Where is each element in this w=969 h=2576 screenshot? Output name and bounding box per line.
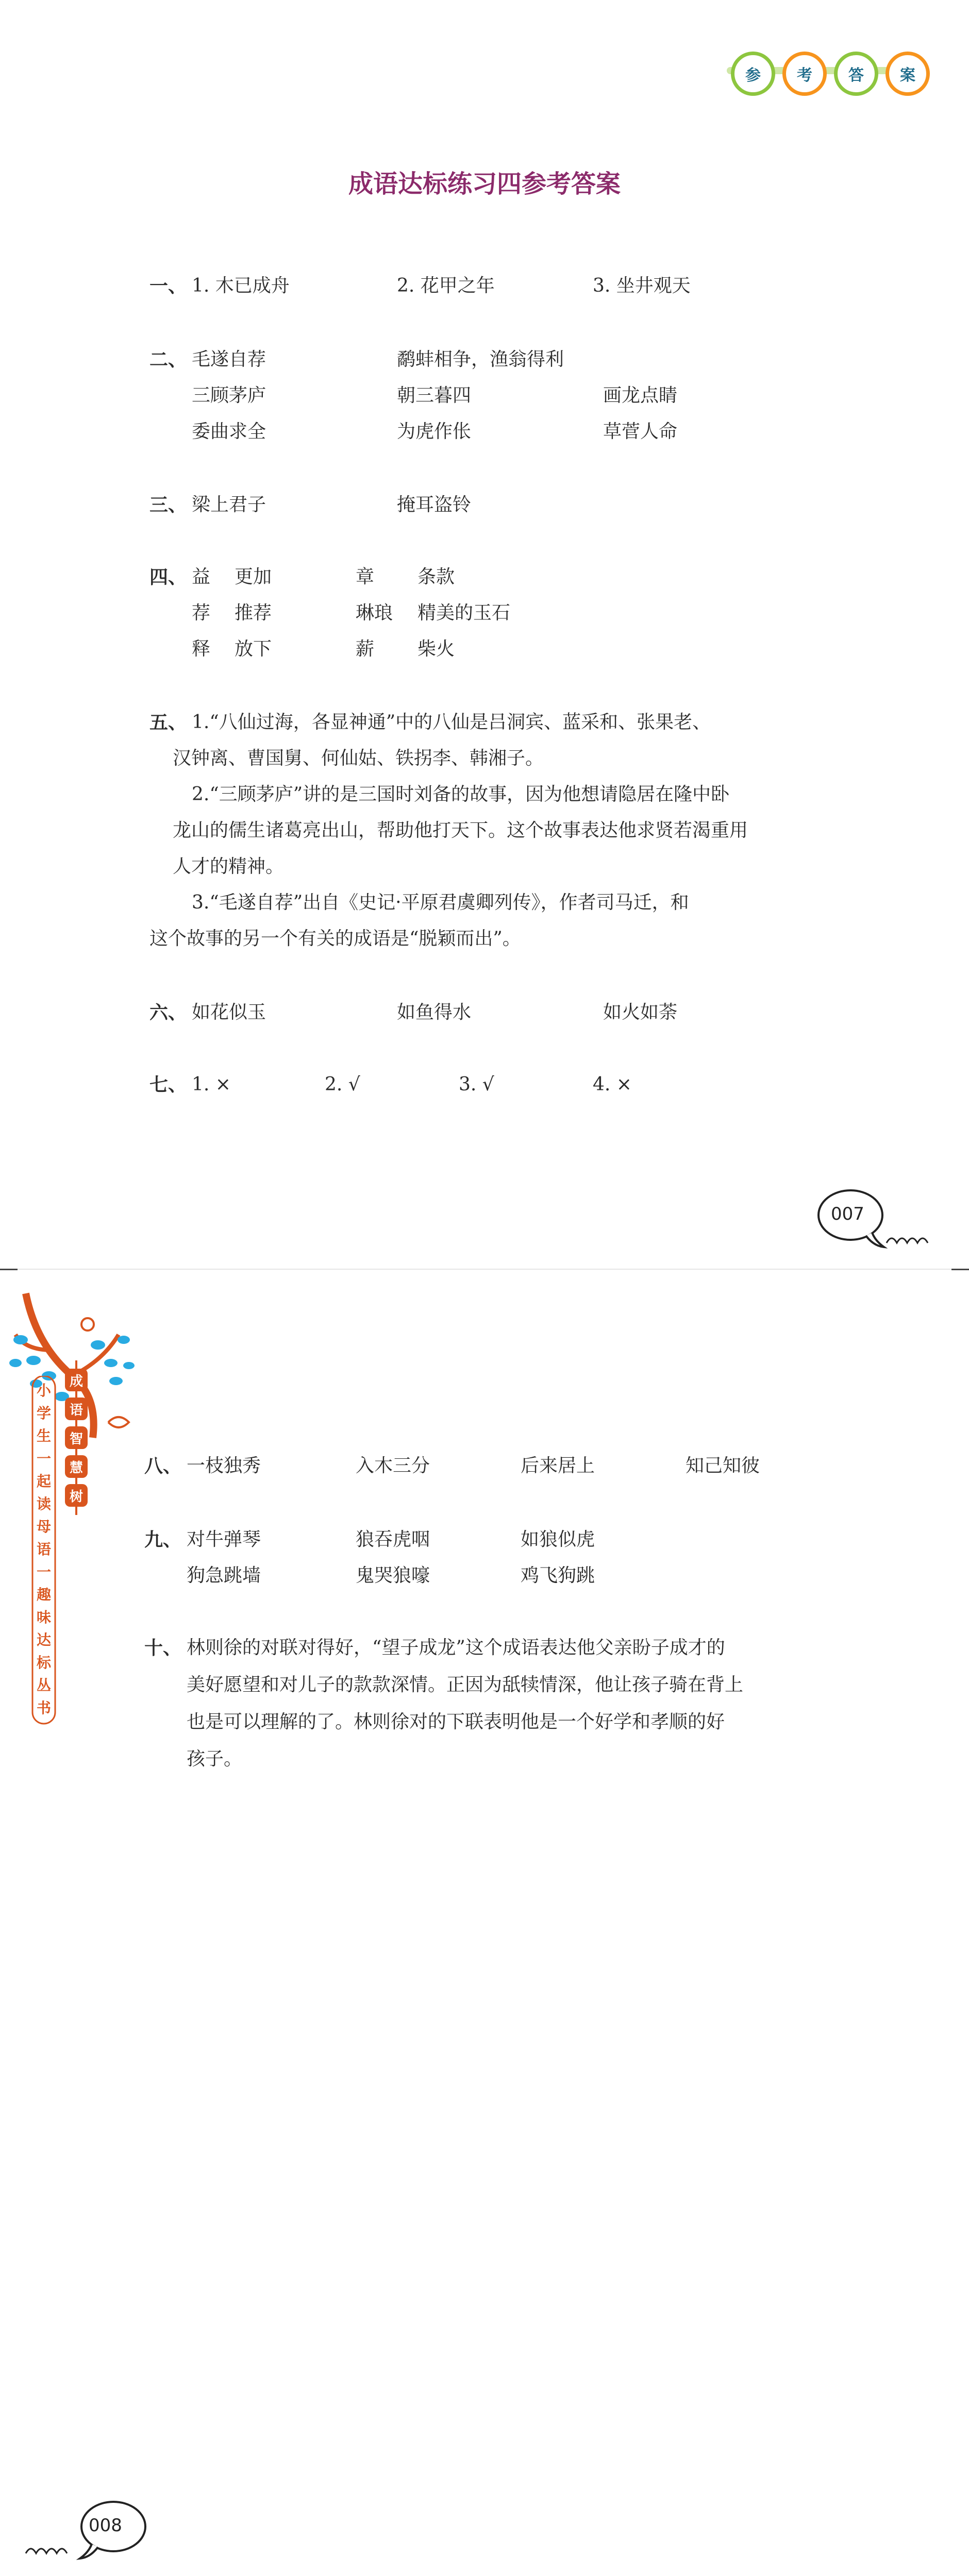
sidebar-char: 标 <box>36 1654 52 1671</box>
sidebar-char: 生 <box>36 1427 52 1444</box>
sidebar-char: 味 <box>36 1609 52 1626</box>
s6-item-3: 如火如荼 <box>603 1002 678 1023</box>
section-3-label: 三、 <box>149 494 187 516</box>
s5-line: 1.“八仙过海，各显神通”中的八仙是吕洞宾、蓝采和、张果老、 <box>192 712 711 733</box>
s8-item-1: 一枝独秀 <box>187 1455 261 1476</box>
header-badge-4: 案 <box>886 52 930 96</box>
s6-item-1: 如花似玉 <box>192 1002 266 1023</box>
s4-cell: 荐 <box>192 602 211 624</box>
s7-item-1: 1. × <box>192 1074 231 1095</box>
s7-item-3: 3. √ <box>459 1074 494 1095</box>
s2-cell: 鹬蚌相争，渔翁得利 <box>397 349 564 370</box>
divider-mark-left <box>0 1269 18 1270</box>
s10-line: 林则徐的对联对得好，“望子成龙”这个成语表达他父亲盼子成才的 <box>187 1637 725 1658</box>
s3-item-1: 梁上君子 <box>192 494 266 515</box>
s5-line: 汉钟离、曹国舅、何仙姑、铁拐李、韩湘子。 <box>173 748 544 769</box>
header-badge-3: 答 <box>834 52 878 96</box>
s9-cell: 对牛弹琴 <box>187 1529 261 1550</box>
s2-cell: 毛遂自荐 <box>192 349 266 370</box>
s4-cell: 推荐 <box>235 602 272 624</box>
sidebar-tag: 树 <box>69 1489 83 1505</box>
s1-item-3: 3. 坐井观天 <box>593 275 691 296</box>
s3-item-2: 掩耳盗铃 <box>397 494 472 515</box>
s4-cell: 章 <box>356 566 375 587</box>
s7-item-2: 2. √ <box>325 1074 360 1095</box>
sidebar-char: 学 <box>36 1405 52 1422</box>
section-1-label: 一、 <box>149 275 187 297</box>
page-title: 成语达标练习四参考答案 <box>348 170 621 198</box>
s10-line: 美好愿望和对儿子的款款深情。正因为舐犊情深，他让孩子骑在背上 <box>187 1674 744 1695</box>
sidebar-tag-column <box>61 1360 92 1515</box>
section-4-label: 四、 <box>149 566 187 588</box>
sidebar-char: 一 <box>36 1450 52 1467</box>
s5-line: 这个故事的另一个有关的成语是“脱颖而出”。 <box>149 928 521 949</box>
sidebar-char: 丛 <box>36 1677 52 1694</box>
page-divider <box>0 1269 969 1270</box>
s9-cell: 如狼似虎 <box>521 1529 595 1550</box>
sidebar-char: 母 <box>36 1518 52 1535</box>
sidebar-tag: 智 <box>69 1432 83 1447</box>
sidebar-tag: 慧 <box>69 1460 83 1476</box>
s4-cell: 释 <box>192 638 211 660</box>
section-6-label: 六、 <box>149 1002 187 1023</box>
divider-mark-right <box>951 1269 969 1270</box>
s4-cell: 益 <box>192 566 211 587</box>
page-number: 007 <box>831 1204 864 1224</box>
s9-cell: 鬼哭狼嚎 <box>356 1565 430 1586</box>
header-badge-1: 参 <box>731 52 775 96</box>
section-10-label: 十、 <box>144 1637 182 1659</box>
s10-line: 孩子。 <box>187 1748 243 1770</box>
sidebar-char: 起 <box>36 1473 52 1490</box>
s10-line: 也是可以理解的了。林则徐对的下联表明他是一个好学和孝顺的好 <box>187 1711 725 1732</box>
s6-item-2: 如鱼得水 <box>397 1002 472 1023</box>
s8-item-2: 入木三分 <box>356 1455 430 1476</box>
s9-cell: 狼吞虎咽 <box>356 1529 430 1550</box>
s1-item-1: 1. 木已成舟 <box>192 275 290 296</box>
s8-item-4: 知己知彼 <box>686 1455 760 1476</box>
section-2-label: 二、 <box>149 349 187 371</box>
s2-cell: 画龙点睛 <box>603 385 678 406</box>
sidebar-tag: 成 <box>69 1374 83 1389</box>
s4-cell: 薪 <box>356 638 375 660</box>
section-9-label: 九、 <box>144 1529 182 1551</box>
sidebar-char: 语 <box>36 1541 52 1558</box>
sidebar-char: 达 <box>36 1631 52 1648</box>
s4-cell: 精美的玉石 <box>417 602 511 624</box>
s4-cell: 柴火 <box>417 638 455 660</box>
s4-cell: 条款 <box>417 566 455 587</box>
s5-line: 2.“三顾茅庐”讲的是三国时刘备的故事，因为他想请隐居在隆中卧 <box>192 784 730 805</box>
s2-cell: 朝三暮四 <box>397 385 472 406</box>
s5-line: 3.“毛遂自荐”出自《史记·平原君虞卿列传》，作者司马迁，和 <box>192 892 689 913</box>
s2-cell: 三顾茅庐 <box>192 385 266 406</box>
sidebar-char: 读 <box>36 1495 52 1512</box>
page-number-bubble-icon <box>21 2497 155 2564</box>
s9-cell: 狗急跳墙 <box>187 1565 261 1586</box>
s2-cell: 草菅人命 <box>603 421 678 442</box>
s5-line: 人才的精神。 <box>173 856 285 877</box>
page-number: 008 <box>89 2515 122 2536</box>
sidebar-series-text <box>28 1376 59 1726</box>
s7-item-4: 4. × <box>593 1074 632 1095</box>
s4-cell: 更加 <box>235 566 272 587</box>
section-5-label: 五、 <box>149 712 187 733</box>
s2-cell: 为虎作伥 <box>397 421 472 442</box>
s2-cell: 委曲求全 <box>192 421 266 442</box>
s4-cell: 琳琅 <box>356 602 393 624</box>
sidebar-char: 趣 <box>36 1586 52 1603</box>
s9-cell: 鸡飞狗跳 <box>521 1565 595 1586</box>
sidebar-char: 书 <box>36 1699 52 1716</box>
s4-cell: 放下 <box>235 638 272 660</box>
section-8-label: 八、 <box>144 1455 182 1477</box>
sidebar-char: 小 <box>36 1382 52 1399</box>
s8-item-3: 后来居上 <box>521 1455 595 1476</box>
sidebar-tag: 语 <box>69 1403 83 1418</box>
section-7-label: 七、 <box>149 1074 187 1096</box>
sidebar-char: 一 <box>36 1563 52 1580</box>
header-badge-2: 考 <box>782 52 827 96</box>
s5-line: 龙山的儒生诸葛亮出山，帮助他打天下。这个故事表达他求贤若渴重用 <box>173 820 748 841</box>
s1-item-2: 2. 花甲之年 <box>397 275 495 296</box>
